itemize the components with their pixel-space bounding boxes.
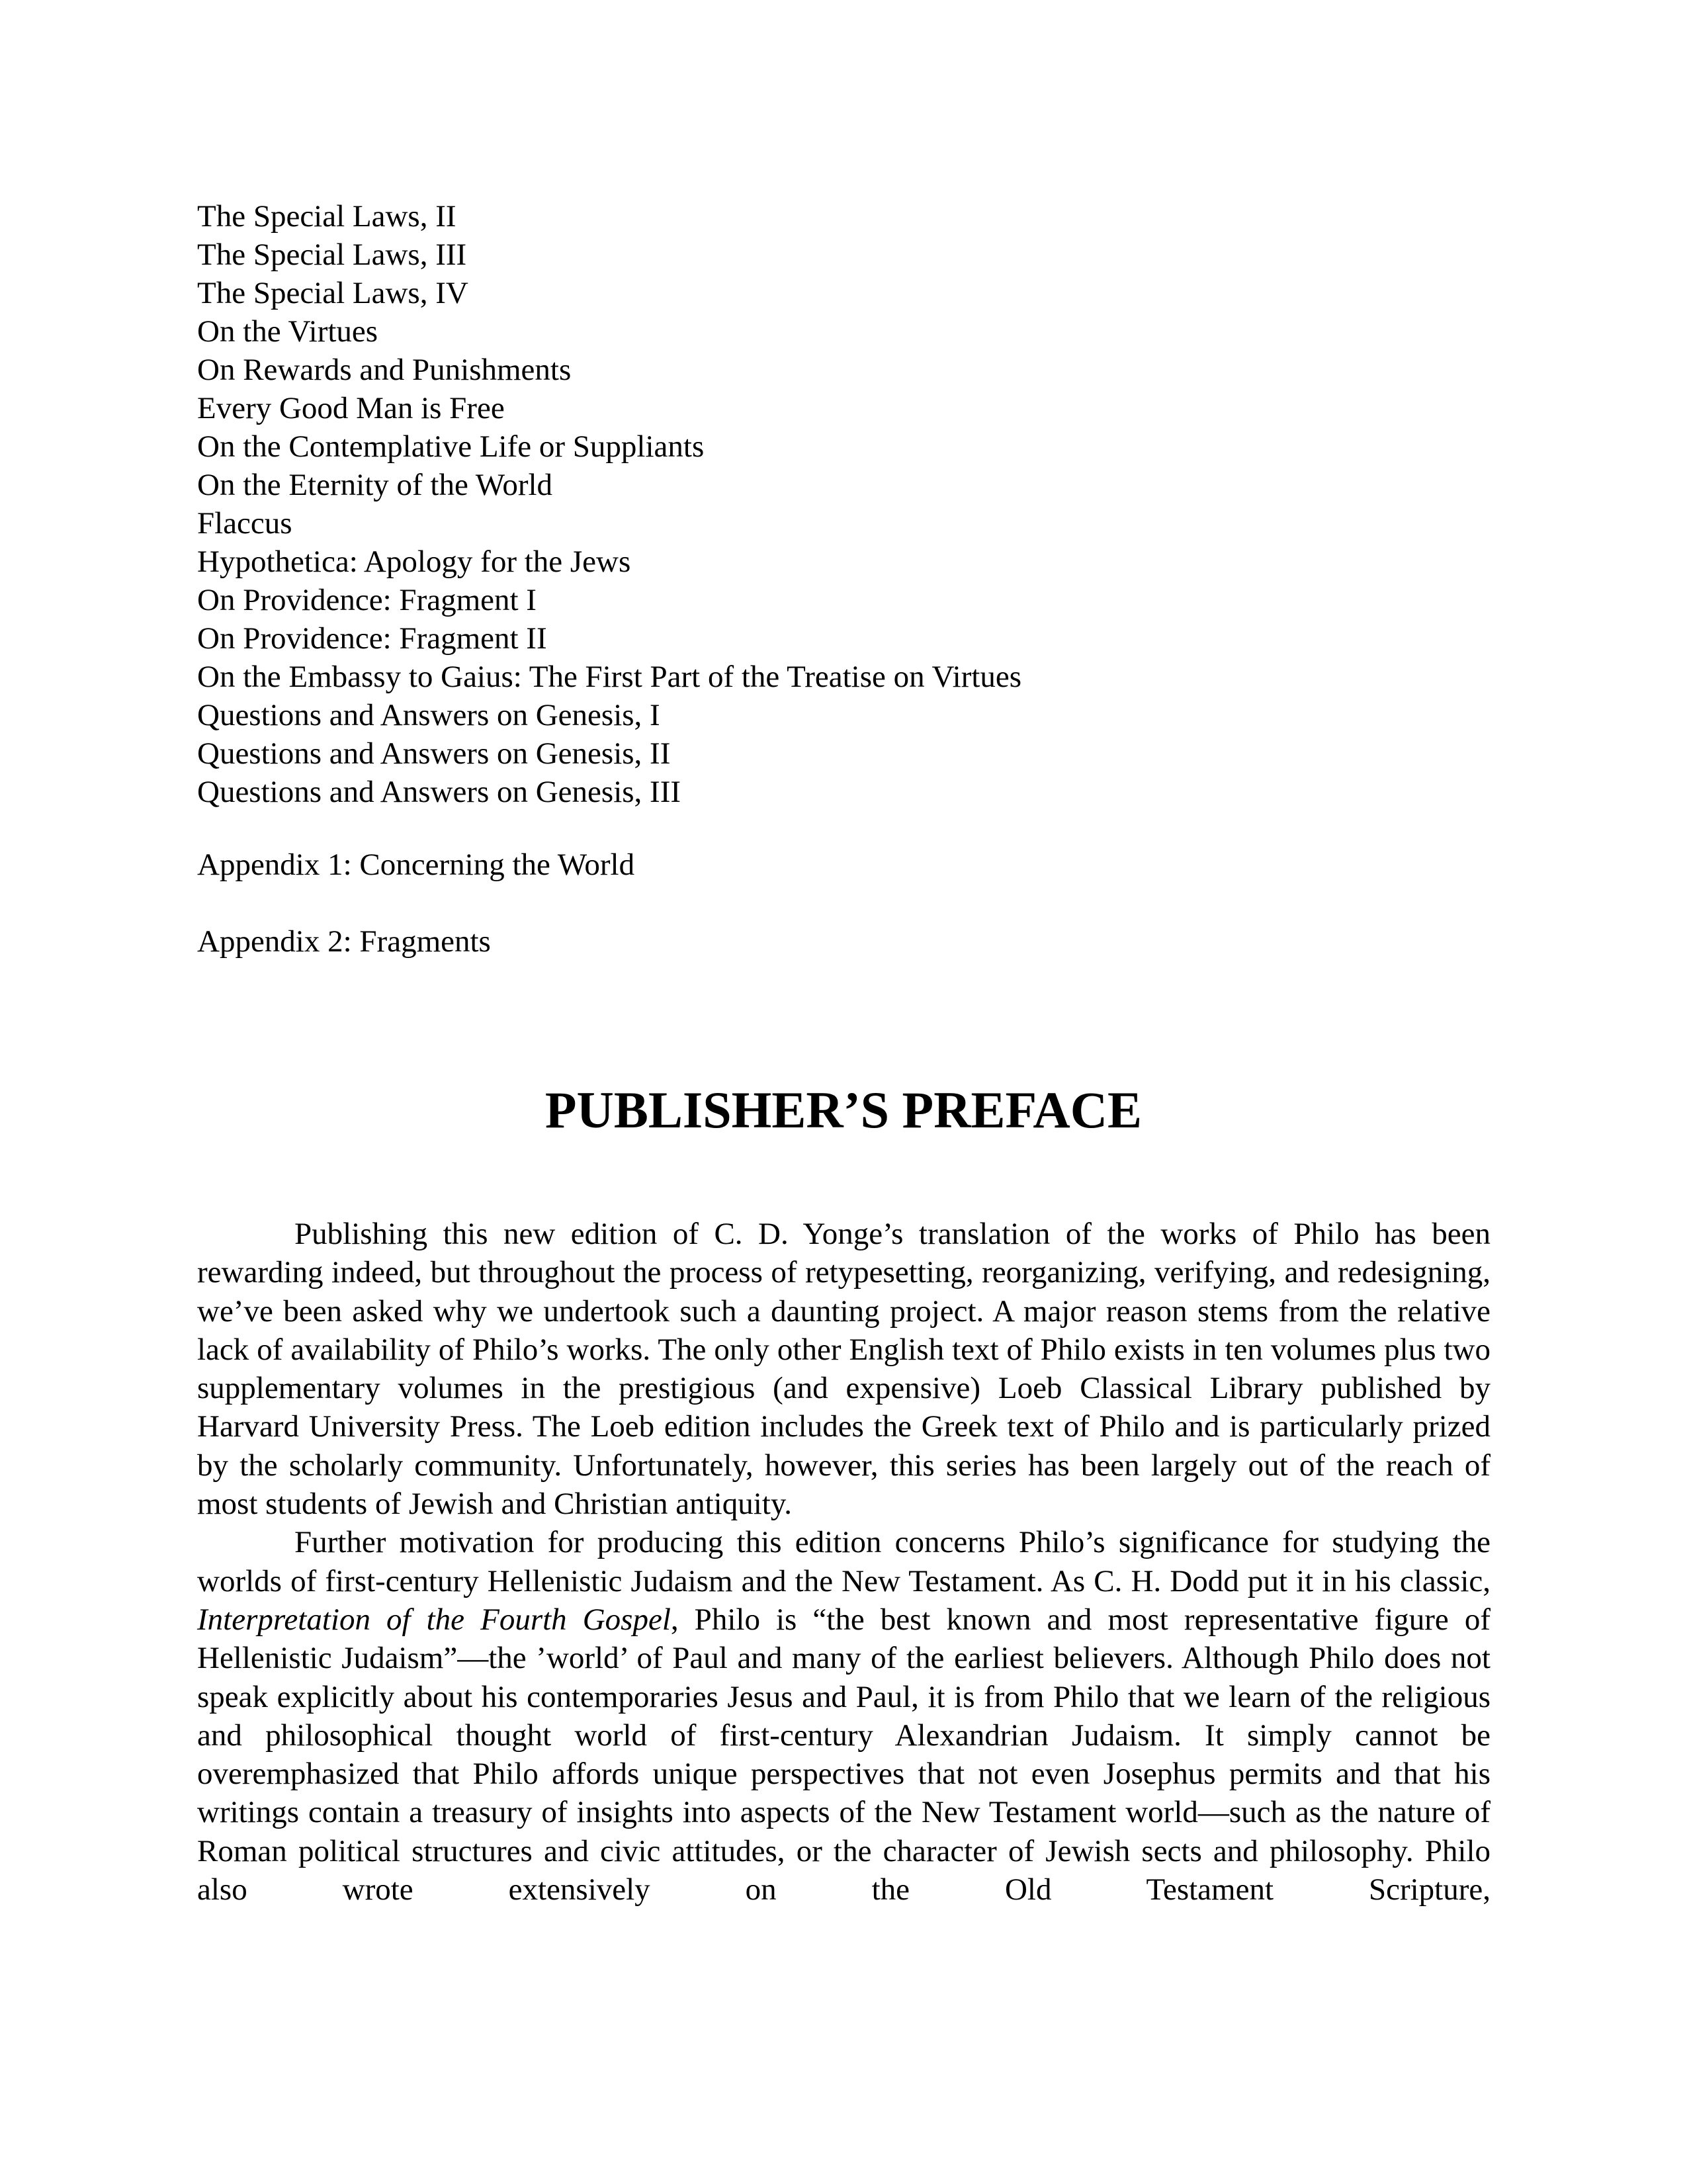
contents-item: On Providence: Fragment I xyxy=(197,583,537,617)
contents-item: Questions and Answers on Genesis, III xyxy=(197,775,681,809)
preface-body xyxy=(197,1215,1491,1909)
contents-item: On the Embassy to Gaius: The First Part of the Treatise on Virtues xyxy=(197,660,1022,694)
paragraph-2-text-start: Further motivation for producing this edition concerns Philo’s significance for studying the worlds of first-century Hellenistic Judaism and the New Testament. As C. H. Dodd put it in his classic, xyxy=(197,1525,1491,1598)
appendix-1-entry: Appendix 1: Concerning the World xyxy=(197,848,635,882)
contents-item: The Special Laws, IV xyxy=(197,276,468,310)
appendix-2-entry: Appendix 2: Fragments xyxy=(197,924,491,959)
paragraph-2-text-end: , Philo is “the best known and most representative figure of Hellenistic Judaism”—the ’world’ of Paul and many of the earliest believers. Although Philo does not speak explicitly about his contemporaries Jesus and Paul, it is from Philo that we learn of the religious and philosophical thought world of first-century Alexandrian Judaism. It simply cannot be overemphasized that Philo affords unique perspectives that not even Josephus permits and that his writings contain a treasury of insights into aspects of the New Testament world—such as the nature of Roman political structures and civic attitudes, or the character of Jewish sects and philosophy. Philo also wrote extensively on the Old Testament Scripture, xyxy=(197,1602,1491,1907)
contents-item: On the Virtues xyxy=(197,314,378,349)
contents-item: On Rewards and Punishments xyxy=(197,353,572,387)
contents-item: Flaccus xyxy=(197,506,292,541)
contents-item: Questions and Answers on Genesis, II xyxy=(197,736,671,771)
contents-item: On the Eternity of the World xyxy=(197,468,553,502)
contents-list xyxy=(197,197,1494,811)
contents-item: The Special Laws, II xyxy=(197,199,456,234)
preface-paragraph-1: Publishing this new edition of C. D. Yonge’s translation of the works of Philo has been rewarding indeed, but throughout the process of retypesetting, reorganizing, verifying, and redesigning, we’ve been asked why we undertook such a daunting project. A major reason stems from the relative lack of availability of Philo’s works. The only other English text of Philo exists in ten volumes plus two supplementary volumes in the prestigious (and expensive) Loeb Classical Library published by Harvard University Press. The Loeb edition includes the Greek text of Philo and is particularly prized by the scholarly community. Unfortunately, however, this series has been largely out of the reach of most students of Jewish and Christian antiquity. xyxy=(197,1217,1491,1522)
contents-item: Questions and Answers on Genesis, I xyxy=(197,698,660,732)
preface-heading: PUBLISHER’S PREFACE xyxy=(544,1081,1143,1139)
contents-item: On the Contemplative Life or Suppliants xyxy=(197,429,705,464)
contents-item: The Special Laws, III xyxy=(197,238,467,272)
contents-item: Hypothetica: Apology for the Jews xyxy=(197,545,631,579)
preface-paragraph-2 xyxy=(197,1523,1491,1909)
contents-item: Every Good Man is Free xyxy=(197,391,505,425)
book-title: Interpretation of the Fourth Gospel xyxy=(197,1602,671,1637)
contents-item: On Providence: Fragment II xyxy=(197,621,547,656)
